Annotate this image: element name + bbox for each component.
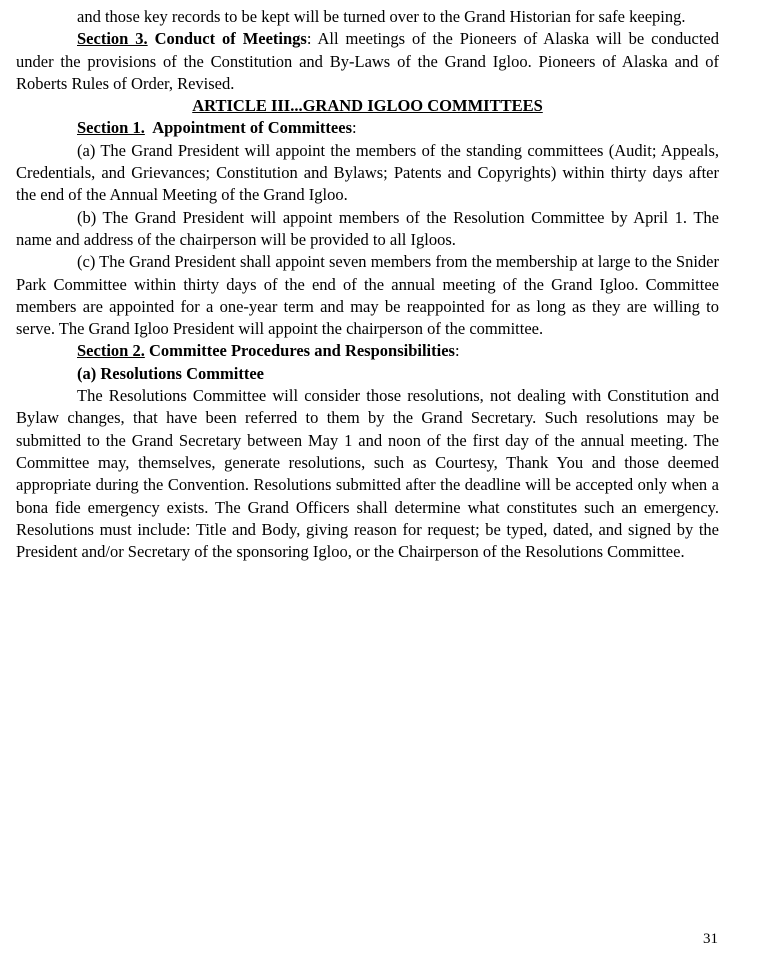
paragraph-4 [16,117,719,139]
text-run: : [454,341,460,361]
text-run [148,29,155,48]
section-label: Section 2. [77,341,145,361]
paragraph-6 [16,207,719,252]
text-run: : [352,118,357,138]
text-run: Conduct of Meetings [154,29,307,49]
paragraph-10 [16,385,719,563]
paragraph-9 [16,363,719,385]
text-run: (c) The Grand President shall appoint seven members from the membership at large to the Snider Park Committee within thirty days of the end of the annual meeting of the Grand Igloo. Committee members are appointed for a one-year term and may be reappointed for as long as they are willing to serve. The Grand Igloo President will appoint the chairperson of the committee. [16,252,719,339]
section-label: ARTICLE III...GRAND IGLOO COMMITTEES [192,96,543,116]
text-run: (b) The Grand President will appoint members of the Resolution Committee by April 1. The name and address of the chairperson will be provided to all Igloos. [16,207,719,249]
text-run: (a) The Grand President will appoint the members of the standing committees (Audit; Appeals, Credentials, and Grievances; Constitution and Bylaws; Patents and Copyrights) within thirty days after the end of the Annual Meeting of the Grand Igloo. [16,140,719,205]
paragraph-3 [16,95,719,117]
section-label: Section 1. [77,118,145,138]
text-run: The Resolutions Committee will consider those resolutions, not dealing with Constitution and Bylaw changes, that have been referred to them by the Grand Secretary. Such resolutions may be submitted to the Grand Secretary between May 1 and noon of the first day of the annual meeting. The Committee may, themselves, generate resolutions, such as Courtesy, Thank You and those deemed appropriate during the Convention. Resolutions submitted after the deadline will be accepted only when a bona fide emergency exists. The Grand Officers shall determine what constitutes such an emergency. Resolutions must include: Title and Body, giving reason for request; be typed, dated, and signed by the President and/or Secretary of the sponsoring Igloo, or the Chairperson of the Resolutions Committee. [16,386,719,562]
text-run: Appointment of Committees [152,118,352,138]
paragraph-2 [16,28,719,95]
text-run: and those key records to be kept will be turned over to the Grand Historian for safe keeping. [77,7,686,26]
section-label: Section 3. [77,29,148,49]
document-body [16,6,719,563]
text-run: Committee Procedures and Responsibilities [148,341,455,361]
paragraph-1 [77,6,719,28]
paragraph-7 [16,251,719,340]
paragraph-8 [16,340,719,362]
paragraph-5 [16,140,719,207]
text-run: : All meetings of the Pioneers of Alaska will be conducted under the provisions of the Constitution and By-Laws of the Grand Igloo. Pioneers of Alaska and of Roberts Rules of Order, Revised. [16,29,719,93]
text-run: (a) Resolutions Committee [77,363,264,383]
page-number: 31 [703,931,718,947]
